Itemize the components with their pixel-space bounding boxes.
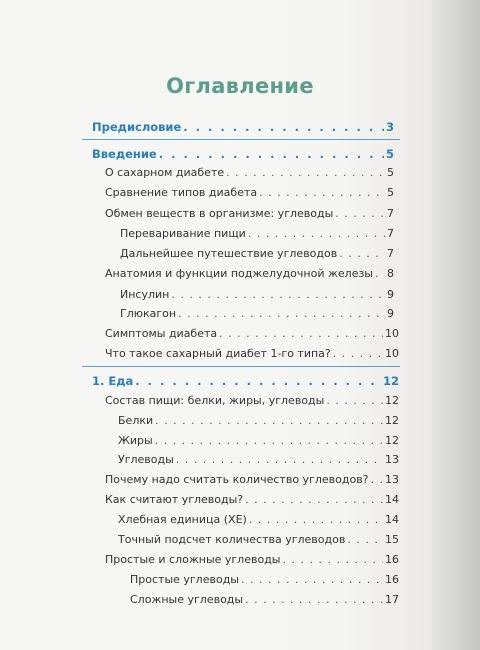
toc-entry-page: 13 (385, 473, 399, 486)
toc-entry (105, 185, 394, 201)
toc-entry-page: 5 (387, 166, 394, 179)
page-title: Оглавление (166, 74, 314, 98)
toc-entry-title: Белки (118, 414, 154, 427)
toc-entry-title: Жиры (118, 434, 153, 447)
toc-entry-chapter-1 (92, 373, 399, 389)
toc-entry (120, 306, 394, 322)
toc-entry (105, 346, 399, 362)
toc-entry-page: 15 (385, 533, 399, 546)
toc-entry-page: 10 (385, 327, 399, 340)
toc-leader-dots (245, 492, 383, 508)
toc-entry-page: 3 (385, 120, 394, 134)
toc-entry-page: 7 (387, 247, 394, 260)
toc-entry-title: Простые и сложные углеводы (105, 553, 281, 566)
toc-entry-title: Обмен веществ в организме: углеводы (105, 207, 334, 220)
toc-entry-page: 12 (385, 434, 399, 447)
toc-entry-title: Инсулин (120, 288, 170, 301)
toc-leader-dots (171, 287, 385, 303)
toc-entry (130, 572, 399, 588)
toc-entry-page: 8 (387, 267, 394, 280)
toc-entry-page: 17 (385, 593, 399, 606)
toc-entry-page: 7 (387, 207, 394, 220)
toc-entry-title: Как считают углеводы? (105, 493, 244, 506)
toc-entry-title: Введение (92, 147, 157, 161)
toc-entry (130, 592, 399, 608)
toc-entry-title: Простые углеводы (130, 573, 239, 586)
toc-entry-page: 5 (387, 186, 394, 199)
toc-entry (105, 266, 394, 282)
toc-entry-title: О сахарном диабете (105, 166, 225, 179)
toc-leader-dots (282, 552, 383, 568)
toc-leader-dots (135, 373, 381, 389)
toc-entry-title: Глюкагон (120, 307, 177, 320)
toc-leader-dots (371, 472, 383, 488)
toc-entry (105, 393, 399, 409)
toc-entry-title: Переваривание пищи (120, 227, 246, 240)
toc-entry-page: 10 (385, 347, 399, 360)
toc-entry (118, 433, 399, 449)
toc-entry (118, 452, 399, 468)
toc-entry-title: Точный подсчет количества углеводов (118, 533, 346, 546)
toc-entry (105, 326, 399, 342)
toc-entry (118, 413, 399, 429)
toc-leader-dots (375, 266, 385, 282)
toc-leader-dots (176, 452, 383, 468)
toc-entry (120, 226, 394, 242)
toc-leader-dots (245, 592, 383, 608)
toc-leader-dots (248, 226, 385, 242)
toc-leader-dots (155, 433, 383, 449)
toc-entry-page: 9 (387, 288, 394, 301)
toc-entry-page: 12 (382, 374, 399, 388)
toc-entry-title: Состав пищи: белки, жиры, углеводы (105, 394, 325, 407)
toc-leader-dots (335, 206, 385, 222)
toc-leader-dots (339, 246, 385, 262)
section-divider (82, 366, 400, 367)
toc-leader-dots (347, 532, 383, 548)
toc-entry-title: Хлебная единица (ХЕ) (118, 513, 247, 526)
toc-entry (105, 472, 399, 488)
toc-entry-title: Дальнейшее путешествие углеводов (120, 247, 338, 260)
toc-entry (105, 165, 394, 181)
toc-leader-dots (241, 572, 383, 588)
toc-entry-title: Почему надо считать количество углеводов? (105, 473, 369, 486)
toc-entry (120, 287, 394, 303)
toc-entry-page: 14 (385, 493, 399, 506)
toc-leader-dots (226, 165, 385, 181)
toc-entry (105, 492, 399, 508)
toc-entry-page: 14 (385, 513, 399, 526)
toc-entry-page: 7 (387, 227, 394, 240)
toc-entry-page: 16 (385, 573, 399, 586)
toc-leader-dots (249, 512, 383, 528)
section-divider (82, 139, 400, 140)
toc-entry-page: 9 (387, 307, 394, 320)
toc-entry-title: Симптомы диабета (105, 327, 218, 340)
toc-leader-dots (155, 413, 383, 429)
toc-entry-page: 13 (385, 453, 399, 466)
toc-leader-dots (219, 326, 383, 342)
toc-entry-page: 12 (385, 414, 399, 427)
toc-entry (120, 246, 394, 262)
toc-entry (118, 532, 399, 548)
toc-leader-dots (159, 146, 384, 162)
toc-entry (105, 206, 394, 222)
toc-entry-title: 1. Еда (92, 374, 134, 388)
toc-leader-dots (326, 393, 383, 409)
toc-entry-title: Сравнение типов диабета (105, 186, 258, 199)
toc-entry-title: Предисловие (92, 120, 182, 134)
toc-entry-title: Сложные углеводы (130, 593, 244, 606)
toc-entry-title: Углеводы (118, 453, 174, 466)
toc-entry (105, 552, 399, 568)
toc-entry-page: 12 (385, 394, 399, 407)
toc-entry-preface (92, 119, 394, 135)
toc-entry-introduction (92, 146, 394, 162)
toc-leader-dots (178, 306, 385, 322)
toc-entry-title: Анатомия и функции поджелудочной железы (105, 267, 373, 280)
toc-entry (118, 512, 399, 528)
toc-leader-dots (259, 185, 385, 201)
toc-entry-page: 16 (385, 553, 399, 566)
toc-entry-page: 5 (385, 147, 394, 161)
toc-entry-title: Что такое сахарный диабет 1-го типа? (105, 347, 331, 360)
toc-leader-dots (183, 119, 384, 135)
toc-leader-dots (333, 346, 383, 362)
